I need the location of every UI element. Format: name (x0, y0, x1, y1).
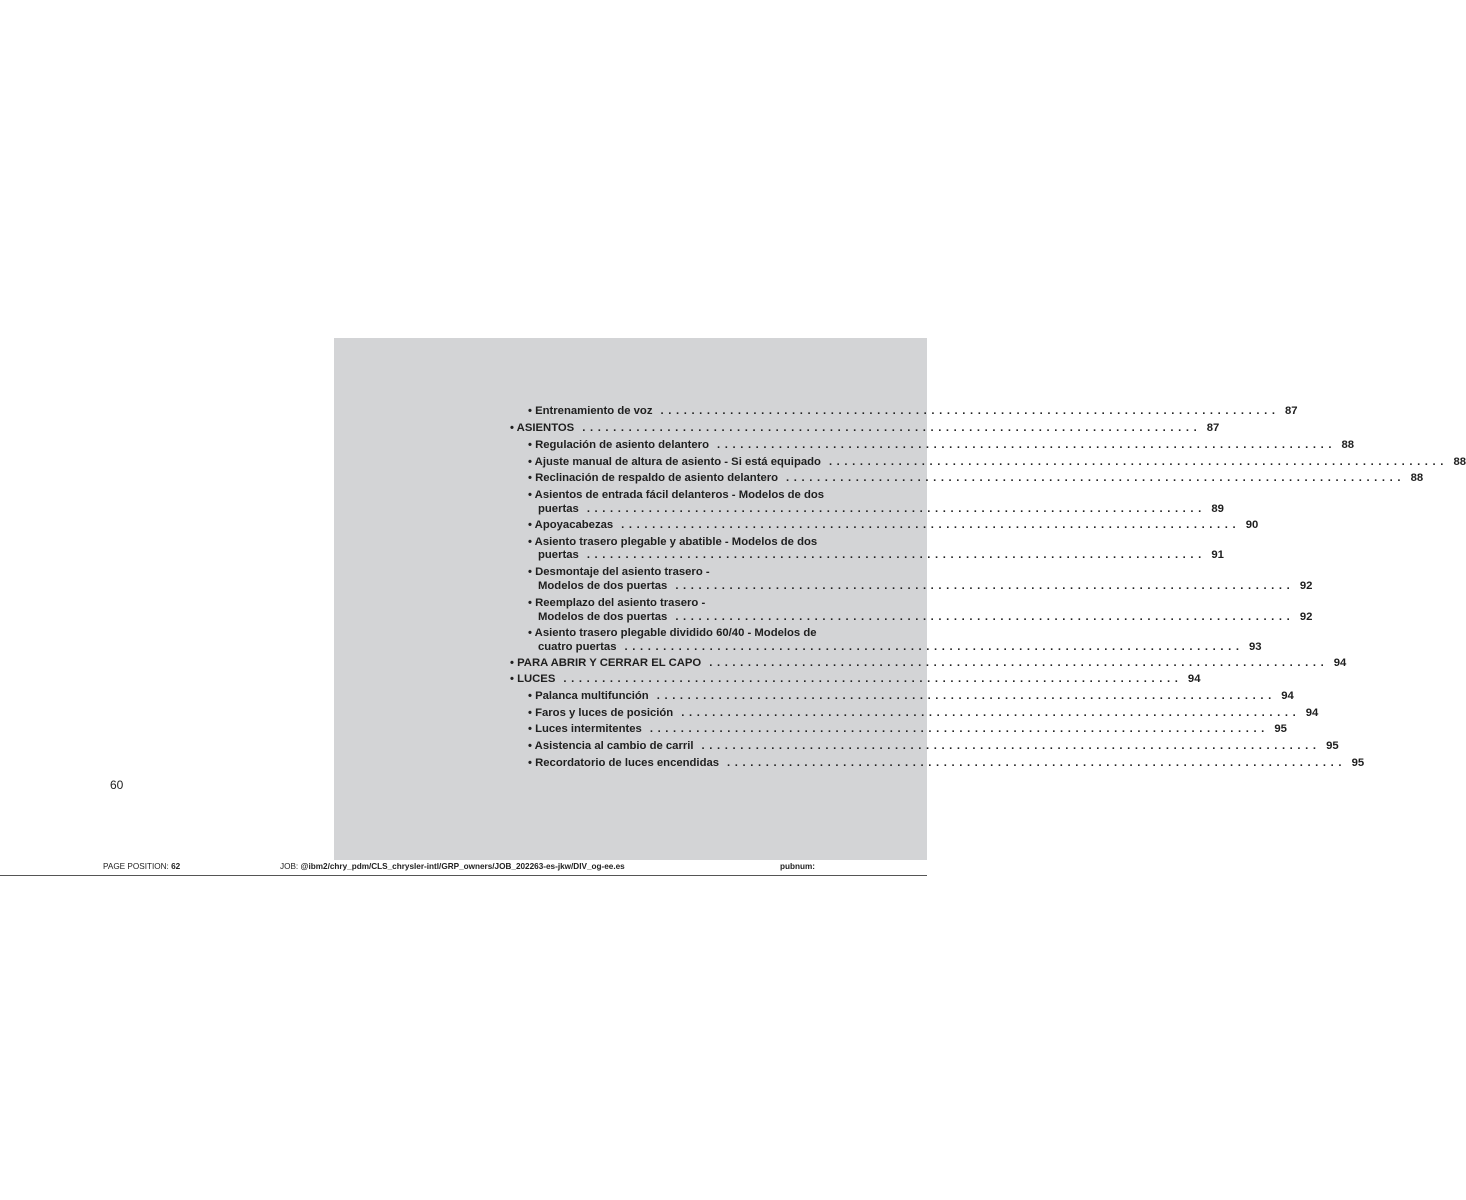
footer-job-label: JOB: (280, 862, 299, 871)
toc-dot-leader: ................................................................................ (660, 405, 1280, 417)
toc-entry-title: • Asistencia al cambio de carril (528, 740, 694, 752)
toc-entry-title: • Faros y luces de posición (528, 707, 674, 719)
toc-entry-page: 90 (1245, 519, 1259, 531)
toc-entry (528, 439, 1355, 454)
toc-entry-page: 89 (1211, 503, 1224, 515)
toc-entry-title: puertas (538, 503, 579, 515)
toc-entry (510, 422, 1220, 437)
toc-dot-leader: ................................................................................ (621, 519, 1241, 531)
toc-entry (528, 740, 1339, 755)
toc-entry-title: • Recordatorio de luces encendidas (528, 757, 720, 769)
toc-entry (528, 690, 1294, 705)
toc-entry-title: • Reclinación de respaldo de asiento delantero (528, 472, 779, 484)
toc-entry (538, 549, 1224, 564)
footer-position-label: PAGE POSITION: (103, 862, 169, 871)
toc-entry (528, 627, 888, 642)
toc-entry-title: • Apoyacabezas (528, 519, 614, 531)
toc-entry-page: 94 (1333, 657, 1347, 669)
toc-entry (528, 707, 1319, 722)
toc-dot-leader: ................................................................................ (701, 740, 1321, 752)
toc-entry (528, 405, 1298, 420)
footer-pubnum (780, 862, 815, 871)
toc-entry-title: • Asientos de entrada fácil delanteros - Modelos de dos (528, 489, 825, 501)
toc-dot-leader: ................................................................................ (563, 673, 1183, 685)
toc-entry-page: 95 (1326, 740, 1339, 752)
toc-dot-leader: ................................................................................ (624, 641, 1244, 653)
toc-entry-title: cuatro puertas (538, 641, 617, 653)
footer-job (280, 862, 625, 871)
toc-dot-leader: ................................................................................ (675, 611, 1295, 623)
toc-entry-title: • LUCES (510, 673, 556, 685)
toc-entry (528, 597, 888, 612)
toc-entry-page: 91 (1211, 549, 1224, 561)
toc-entry-title: Modelos de dos puertas (538, 611, 668, 623)
toc-entry-page: 87 (1206, 422, 1220, 434)
toc-entry-title: • Entrenamiento de voz (528, 405, 653, 417)
toc-entry-title: Modelos de dos puertas (538, 580, 668, 592)
toc-entry-title: • Regulación de asiento delantero (528, 439, 709, 451)
footer-page-position (103, 862, 180, 871)
toc-entry-title: puertas (538, 549, 579, 561)
toc-entry (528, 519, 1259, 534)
toc-entry-title: • Asiento trasero plegable dividido 60/40 - Modelos de (528, 627, 817, 639)
toc-entry (528, 489, 888, 504)
toc-entry (538, 580, 1313, 595)
toc-entry-title: • Reemplazo del asiento trasero - (528, 597, 706, 609)
toc-entry-page: 94 (1305, 707, 1319, 719)
toc-entry-page: 88 (1341, 439, 1355, 451)
toc-dot-leader: ................................................................................ (727, 757, 1347, 769)
toc-entry-title: • ASIENTOS (510, 422, 575, 434)
toc-dot-leader: ................................................................................ (828, 456, 1449, 468)
toc-entry (528, 472, 1424, 487)
toc-entry (528, 566, 888, 581)
toc-entry (538, 503, 1224, 518)
toc-entry-page: 93 (1249, 641, 1262, 653)
toc-entry-title: • Palanca multifunción (528, 690, 649, 702)
toc-entry (528, 723, 1287, 738)
toc-dot-leader: ................................................................................ (582, 422, 1202, 434)
toc-entry (528, 456, 1466, 471)
toc-dot-leader: ................................................................................ (709, 657, 1329, 669)
footer-pubnum-label: pubnum: (780, 862, 816, 871)
toc-dot-leader: ................................................................................ (656, 690, 1276, 702)
toc-dot-leader: ................................................................................ (716, 439, 1337, 451)
page-number: 60 (110, 778, 124, 792)
toc-entry-page: 88 (1410, 472, 1424, 484)
toc-entry (538, 641, 1262, 656)
toc-dot-leader: ................................................................................ (649, 723, 1269, 735)
toc-dot-leader: ................................................................................ (786, 472, 1406, 484)
toc-entry-page: 87 (1285, 405, 1298, 417)
footer-position-value: 62 (171, 862, 181, 871)
toc-entry-page: 92 (1299, 611, 1313, 623)
footer-job-value: @ibm2/chry_pdm/CLS_chrysler-intl/GRP_owners/JOB_202263-es-jkw/DIV_og-ee.es (300, 862, 625, 871)
toc-dot-leader: ................................................................................ (681, 707, 1301, 719)
toc-entry-page: 94 (1281, 690, 1294, 702)
toc-entry (510, 657, 1347, 672)
toc-entry-title: • Ajuste manual de altura de asiento - Si está equipado (528, 456, 821, 468)
toc-entry-title: • PARA ABRIR Y CERRAR EL CAPO (510, 657, 702, 669)
toc-dot-leader: ................................................................................ (586, 549, 1206, 561)
toc-entry (538, 611, 1313, 626)
toc-entry (528, 757, 1365, 772)
toc-entry (510, 673, 1201, 688)
toc-dot-leader: ................................................................................ (675, 580, 1295, 592)
toc-entry-page: 94 (1187, 673, 1201, 685)
toc-entry-page: 88 (1453, 456, 1466, 468)
toc-dot-leader: ................................................................................ (586, 503, 1206, 515)
toc-entry-title: • Luces intermitentes (528, 723, 642, 735)
footer-divider (0, 875, 927, 876)
toc-entry-page: 95 (1351, 757, 1365, 769)
toc-entry-title: • Desmontaje del asiento trasero - (528, 566, 710, 578)
toc-entry-page: 92 (1299, 580, 1313, 592)
toc-entry-title: • Asiento trasero plegable y abatible - Modelos de dos (528, 536, 818, 548)
toc-entry-page: 95 (1274, 723, 1287, 735)
